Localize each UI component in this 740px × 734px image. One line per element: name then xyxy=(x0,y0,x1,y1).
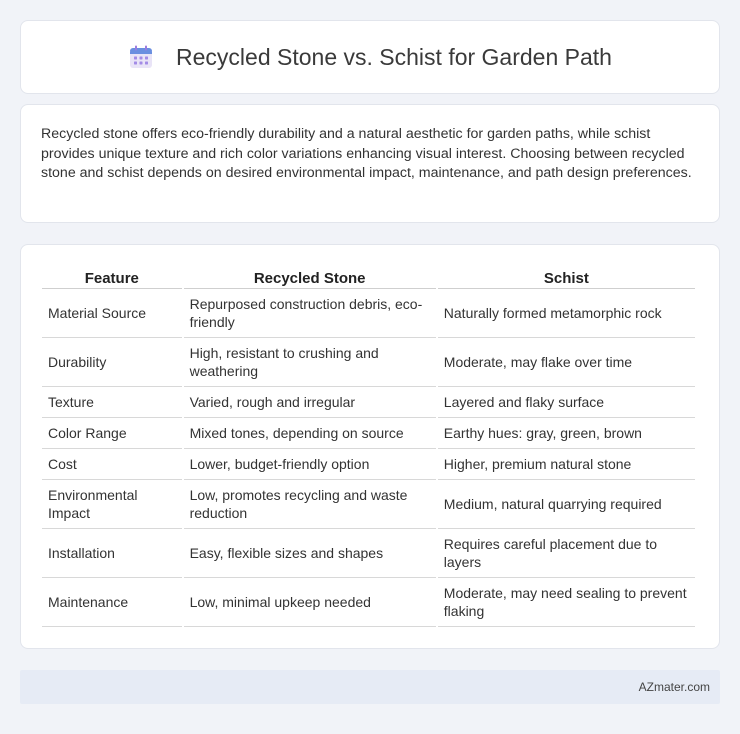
footer xyxy=(20,670,720,704)
schist-cell: Higher, premium natural stone xyxy=(438,449,695,480)
recycled-stone-cell: Low, minimal upkeep needed xyxy=(184,578,436,627)
table-row xyxy=(42,449,695,480)
recycled-stone-cell: Low, promotes recycling and waste reduction xyxy=(184,480,436,529)
table-card xyxy=(20,244,720,649)
feature-cell: Color Range xyxy=(42,418,182,449)
table-row xyxy=(42,480,695,529)
recycled-stone-cell: Mixed tones, depending on source xyxy=(184,418,436,449)
title-card xyxy=(20,20,720,94)
feature-cell: Material Source xyxy=(42,289,182,338)
comparison-table xyxy=(40,261,697,627)
calendar-icon xyxy=(128,44,154,70)
feature-cell: Environmental Impact xyxy=(42,480,182,529)
recycled-stone-cell: High, resistant to crushing and weathering xyxy=(184,338,436,387)
intro-text: Recycled stone offers eco-friendly durability and a natural aesthetic for garden paths, while schist provides unique texture and rich color variations enhancing visual interest. Choosing between recycled stone and schist depends on desired environmental impact, maintenance, and path design preferences. xyxy=(41,126,692,181)
page-title: Recycled Stone vs. Schist for Garden Path xyxy=(176,43,612,70)
schist-cell: Naturally formed metamorphic rock xyxy=(438,289,695,338)
header-feature: Feature xyxy=(42,261,182,289)
intro-card xyxy=(20,104,720,223)
schist-cell: Moderate, may need sealing to prevent flaking xyxy=(438,578,695,627)
schist-cell: Moderate, may flake over time xyxy=(438,338,695,387)
table-row xyxy=(42,418,695,449)
recycled-stone-cell: Easy, flexible sizes and shapes xyxy=(184,529,436,578)
feature-cell: Installation xyxy=(42,529,182,578)
header-schist: Schist xyxy=(438,261,695,289)
recycled-stone-cell: Varied, rough and irregular xyxy=(184,387,436,418)
recycled-stone-cell: Lower, budget-friendly option xyxy=(184,449,436,480)
schist-cell: Earthy hues: gray, green, brown xyxy=(438,418,695,449)
header-recycled-stone: Recycled Stone xyxy=(184,261,436,289)
table-header-row xyxy=(42,261,695,289)
feature-cell: Texture xyxy=(42,387,182,418)
recycled-stone-cell: Repurposed construction debris, eco-friendly xyxy=(184,289,436,338)
feature-cell: Durability xyxy=(42,338,182,387)
feature-cell: Cost xyxy=(42,449,182,480)
table-row xyxy=(42,338,695,387)
table-row xyxy=(42,578,695,627)
table-row xyxy=(42,529,695,578)
schist-cell: Medium, natural quarrying required xyxy=(438,480,695,529)
table-row xyxy=(42,289,695,338)
schist-cell: Layered and flaky surface xyxy=(438,387,695,418)
footer-brand: AZmater.com xyxy=(638,680,710,694)
schist-cell: Requires careful placement due to layers xyxy=(438,529,695,578)
table-row xyxy=(42,387,695,418)
feature-cell: Maintenance xyxy=(42,578,182,627)
